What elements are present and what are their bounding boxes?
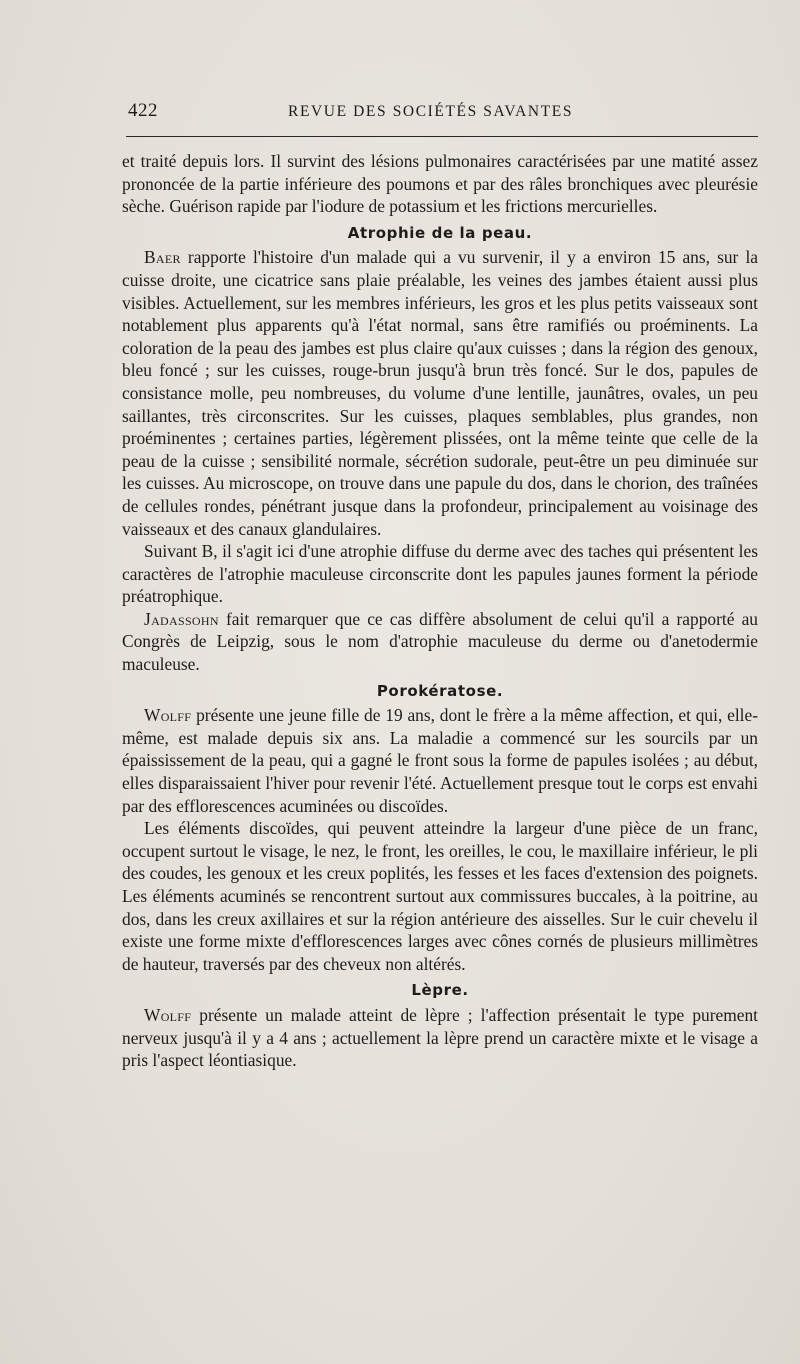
atrophie-paragraph-3 <box>122 608 758 676</box>
article-body <box>122 150 758 1072</box>
author-name: Jadassohn <box>144 608 219 629</box>
porokeratose-paragraph-1 <box>122 704 758 817</box>
header-rule <box>126 136 758 137</box>
atrophie-paragraph-2: Suivant B, il s'agit ici d'une atrophie diffuse du derme avec des taches qui présentent les caractères de l'atrophie maculeuse circonscrite dont les papules jaunes forment la période préatrophique. <box>122 541 758 607</box>
section-title-lepre: Lèpre. <box>411 981 469 1000</box>
atrophie-paragraph-1 <box>122 246 758 540</box>
author-name: Wolff <box>144 1004 192 1025</box>
intro-paragraph: et traité depuis lors. Il survint des lésions pulmonaires caractérisées par une matité assez prononcée de la partie inférieure des poumons et par des râles bronchiques avec pleurésie sèche. Guérison rapide par l'iodure de potassium et les frictions mercurielles. <box>122 151 758 217</box>
lepre-paragraph-1 <box>122 1004 758 1072</box>
paragraph-text: présente une jeune fille de 19 ans, dont le frère a la même affection, et qui, elle-même, est malade depuis six ans. La maladie a commencé sur les sourcils par un épaississement de la peau, qui a gagné le front sous la forme de papules isolées ; au début, elles disparaissaient l'hiver pour revenir l'été. Actuellement presque tout le corps est envahi par des efflorescences acuminées ou discoïdes. <box>122 705 758 816</box>
paragraph-text: rapporte l'histoire d'un malade qui a vu survenir, il y a environ 15 ans, sur la cuisse droite, une cicatrice sans plaie préalable, les veines des jambes étaient aussi plus visibles. Actuellement, sur les membres inférieurs, les gros et les plus petits vaisseaux sont notablement plus apparents qu'à l'état normal, sans être ramifiés ou proéminents. La coloration de la peau des jambes est plus claire qu'aux cuisses ; dans la région des genoux, bleu foncé ; sur les cuisses, rouge-brun jusqu'à brun très foncé. Sur le dos, papules de consistance molle, peu nombreuses, du volume d'une lentille, jaunâtres, ovales, un peu saillantes, très circonscrites. Sur les cuisses, plaques semblables, plus grandes, non proéminentes ; certaines parties, légèrement plissées, ont la même teinte que celle de la peau de la cuisse ; sensibilité normale, sécrétion sudorale, peut-être un peu diminuée sur les cuisses. Au microscope, on trouve dans une papule du dos, dans le chorion, des traînées de cellules rondes, pénétrant jusque dans la profondeur, principalement au voisinage des vaisseaux et des canaux glandulaires. <box>122 247 758 539</box>
paragraph-text: présente un malade atteint de lèpre ; l'affection présentait le type purement nerveux jusqu'à il y a 4 ans ; actuellement la lèpre prend un caractère mixte et le visage a pris l'aspect léontiasique. <box>122 1004 758 1071</box>
section-title-atrophie: Atrophie de la peau. <box>347 223 533 242</box>
author-name: Wolff <box>144 705 192 726</box>
page-header <box>128 100 758 130</box>
running-title: REVUE DES SOCIÉTÉS SAVANTES <box>288 103 574 120</box>
paragraph-text: fait remarquer que ce cas diffère absolument de celui qu'il a rapporté au Congrès de Leipzig, sous le nom d'atrophie maculeuse du derme ou d'anetodermie maculeuse. <box>122 608 758 675</box>
author-name: Baer <box>144 247 181 268</box>
section-title-porokeratose: Porokératose. <box>376 681 504 700</box>
porokeratose-paragraph-2: Les éléments discoïdes, qui peuvent atteindre la largeur d'une pièce de un franc, occupent surtout le visage, le nez, le front, les oreilles, le cou, le maxillaire inférieur, le pli des coudes, les genoux et les creux poplités, les fesses et les faces d'extension des poignets. Les éléments acuminés se rencontrent surtout aux commissures buccales, à la poitrine, au dos, dans les creux axillaires et sur la région antérieure des aisselles. Sur le cuir chevelu il existe une forme mixte d'efflorescences larges avec cônes cornés de plusieurs millimètres de hauteur, traversés par des cheveux non altérés. <box>122 818 758 974</box>
page-number: 422 <box>128 100 158 121</box>
